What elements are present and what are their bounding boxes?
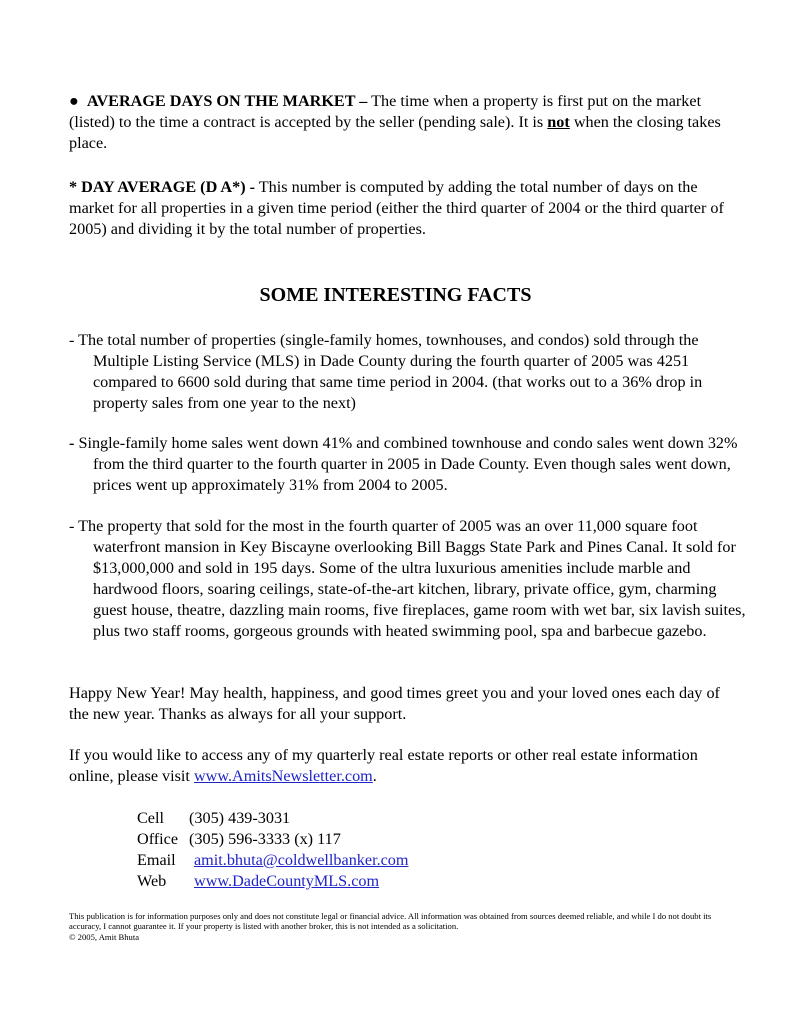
office-value: (305) 596-3333 (x) 117 — [189, 830, 341, 848]
bullet: ● — [69, 92, 79, 110]
cell-label: Cell — [137, 809, 164, 827]
contact-row-office — [137, 829, 409, 850]
office-label: Office — [137, 830, 179, 848]
contact-row-email — [137, 850, 409, 871]
access-text: If you would like to access any of my quarterly real estate reports or other real estate information online, please visit — [69, 746, 698, 785]
disclaimer-text: This publication is for information purposes only and does not constitute legal or financial advice. All information was obtained from sources deemed reliable, and while I do not doubt its accuracy, I cannot guarantee it. If your property is listed with another broker, this is not intended as a solicitation. — [69, 911, 712, 932]
email-link[interactable]: amit.bhuta@coldwellbanker.com — [194, 851, 409, 869]
email-label: Email — [137, 851, 176, 869]
disclaimer — [69, 911, 719, 942]
definition-text-1: The time when a property is first put on the market (listed) to the time a contract is accepted by the seller (pending sale). It is — [69, 92, 702, 131]
section-heading: SOME INTERESTING FACTS — [259, 284, 532, 306]
web-link[interactable]: www.DadeCountyMLS.com — [194, 872, 380, 890]
cell-value: (305) 439-3031 — [189, 809, 291, 827]
definition-text-2: when the closing takes place. — [69, 113, 721, 152]
access-paragraph — [69, 745, 729, 787]
newsletter-link[interactable]: www.AmitsNewsletter.com — [193, 767, 373, 785]
contact-block — [137, 808, 409, 892]
contact-row-web — [137, 871, 409, 892]
fact-2-dash: - — [69, 434, 75, 452]
greeting: Happy New Year! May health, happiness, and good times greet you and your loved ones each day of the new year. Thanks as always for all your support. — [69, 684, 720, 723]
emphasis-not: not — [547, 113, 570, 131]
definition-text: This number is computed by adding the total number of days on the market for all properties in a given time period (either the third quarter of 2004 or the third quarter of 2005) and dividing it by the total number of properties. — [69, 178, 724, 238]
fact-2 — [69, 433, 753, 496]
web-label: Web — [137, 872, 167, 890]
fact-1: - The total number of properties (single-family homes, townhouses, and condos) sold through the Multiple Listing Service (MLS) in Dade County during the fourth quarter of 2005 was 4251 compared to 6600 sold during that same time period in 2004. (that works out to a 36% drop in property sales from one year to the next) — [69, 331, 703, 412]
access-end: . — [372, 767, 377, 785]
fact-2-text: Single-family home sales went down 41% and combined townhouse and condo sales went down 32% from the third quarter to the fourth quarter in 2005 in Dade County. Even though sales went down, prices went up approximately 31% from 2004 to 2005. — [74, 434, 738, 494]
term-average-days: AVERAGE DAYS ON THE MARKET – — [86, 92, 368, 110]
copyright: © 2005, Amit Bhuta — [69, 931, 140, 942]
definition-day-average — [69, 177, 729, 240]
fact-3: - The property that sold for the most in the fourth quarter of 2005 was an over 11,000 square foot waterfront mansion in Key Biscayne overlooking Bill Baggs State Park and Pines Canal. It sold for $13,000,000 and sold in 195 days. Some of the ultra luxurious amenities include marble and hardwood floors, soaring ceilings, state-of-the-art kitchen, library, private office, gym, charming guest house, theatre, dazzling main rooms, five fireplaces, game room with wet bar, six lavish suites, plus two staff rooms, gorgeous grounds with heated swimming pool, spa and barbecue gazebo. — [69, 517, 746, 640]
definition-average-days — [69, 91, 729, 154]
contact-row-cell — [137, 808, 409, 829]
term-day-average: * DAY AVERAGE (D A*) - — [69, 178, 256, 196]
